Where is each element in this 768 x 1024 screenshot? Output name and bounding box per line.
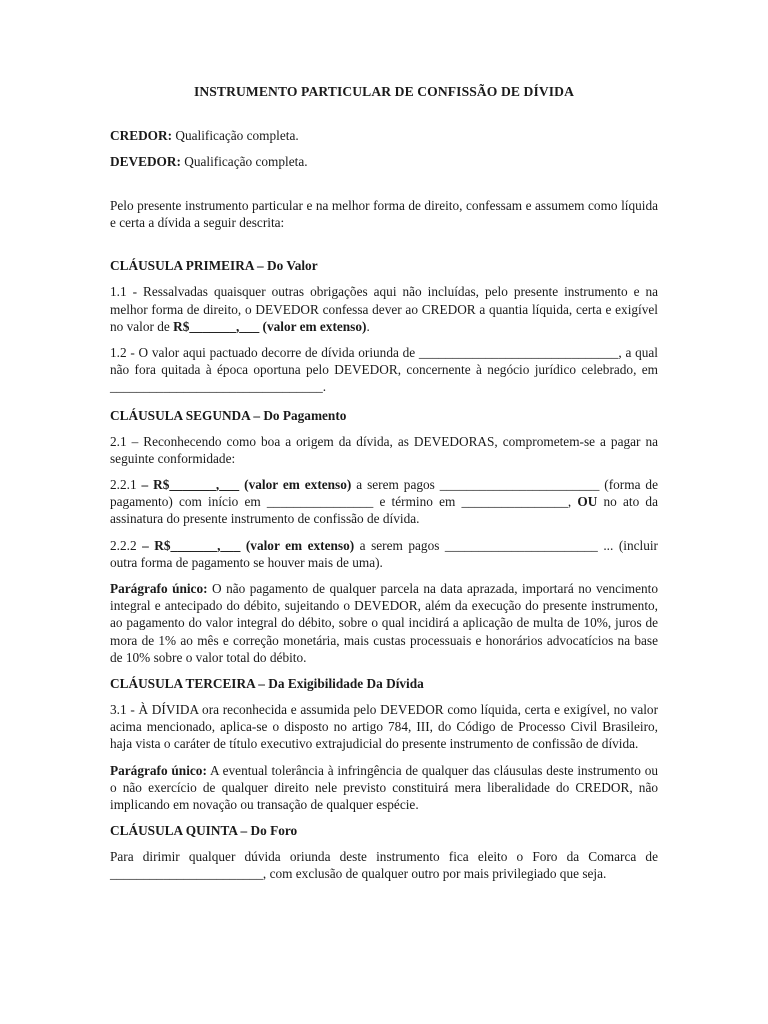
clause-2-2-2-text: a serem pagos _______________________ ... (incluir outra forma de pagamento se houver mais de uma). [110,537,658,570]
clause-3-1: 3.1 - À DÍVIDA ora reconhecida e assumida pelo DEVEDOR como líquida, certa e exigível, no valor acima mencionado, aplica-se o disposto no artigo 784, III, do Código de Processo Civil Brasileiro, haja vista o caráter de título executivo extrajudicial do presente instrumento de confissão de dívida. [110,702,658,752]
clause-2-2-1 [110,476,658,528]
clause-2-2-2-value: – R$_______,___ (valor em extenso) [142,537,355,553]
clause-2-paragraph-text: O não pagamento de qualquer parcela na data aprazada, importará no vencimento integral e antecipado do débito, sujeitando o DEVEDOR, além da execução do presente instrumento, ao pagamento do valor integral do débito, sobre o qual incidirá a aplicação de multa de 10%, juros de mora de 1% ao mês e correção monetária, mais custas processuais e honorários advocatícios na base de 10% sobre o valor total do débito. [110,581,658,665]
clause-1-1-value: R$_______,___ (valor em extenso) [173,318,367,334]
clause-3-paragraph-label: Parágrafo único: [110,762,207,778]
clause-1-heading: CLÁUSULA PRIMEIRA – Do Valor [110,258,318,274]
clause-1-1-end: . [366,318,370,334]
clause-2-heading: CLÁUSULA SEGUNDA – Do Pagamento [110,407,347,423]
clause-1-1-text: 1.1 - Ressalvadas quaisquer outras obrigações aqui não incluídas, pelo presente instrumento e na melhor forma de direito, o DEVEDOR confessa dever ao CREDOR a quantia líquida, certa e exigível no valor de [110,284,658,334]
clause-5-heading: CLÁUSULA QUINTA – Do Foro [110,823,298,839]
credor-text: Qualificação completa. [172,128,299,143]
credor-label: CREDOR: [110,128,173,143]
clause-2-2-2-num: 2.2.2 [110,537,143,553]
clause-2-2-1-ou: OU [577,494,598,510]
clause-1-1 [110,283,658,335]
clause-5-1: Para dirimir qualquer dúvida oriunda deste instrumento fica eleito o Foro da Comarca de _______________________, com exclusão de qualquer outro por mais privilegiado que seja. [110,849,658,882]
intro-paragraph: Pelo presente instrumento particular e na melhor forma de direito, confessam e assumem como líquida e certa a dívida a seguir descrita: [110,198,658,231]
clause-2-2-1-num: 2.2.1 [110,477,142,493]
devedor-label: DEVEDOR: [110,154,181,169]
document-title: INSTRUMENTO PARTICULAR DE CONFISSÃO DE DÍVIDA [193,84,575,99]
clause-2-2-1-value: – R$_______,___ (valor em extenso) [141,477,352,493]
clause-2-1: 2.1 – Reconhecendo como boa a origem da dívida, as DEVEDORAS, comprometem-se a pagar na seguinte conformidade: [110,433,658,466]
clause-1-2: 1.2 - O valor aqui pactuado decorre de dívida oriunda de ______________________________, a qual não fora quitada à época oportuna pelo DEVEDOR, concernente à negócio jurídico celebrado, em ________________________________. [110,345,658,395]
devedor-line [110,153,658,170]
credor-line [110,127,658,144]
clause-2-paragraph-unico [110,580,658,666]
clause-2-2-1-end: no ato da assinatura do presente instrumento de confissão de dívida. [110,494,658,527]
clause-2-paragraph-label: Parágrafo único: [110,581,208,597]
clause-3-heading: CLÁUSULA TERCEIRA – Da Exigibilidade Da Dívida [110,676,424,692]
clause-2-2-2 [110,537,658,571]
clause-2-2-1-text: a serem pagos ________________________ (forma de pagamento) com início em ________________ e término em ________________, [110,477,658,510]
clause-3-paragraph-unico [110,762,658,814]
devedor-text: Qualificação completa. [180,154,308,169]
document-body [110,84,658,883]
clause-3-paragraph-text: A eventual tolerância à infringência de qualquer das cláusulas deste instrumento ou o não exercício de qualquer direito nele previsto constituirá mera liberalidade do CREDOR, não implicando em novação ou transação de qualquer espécie. [110,762,658,813]
